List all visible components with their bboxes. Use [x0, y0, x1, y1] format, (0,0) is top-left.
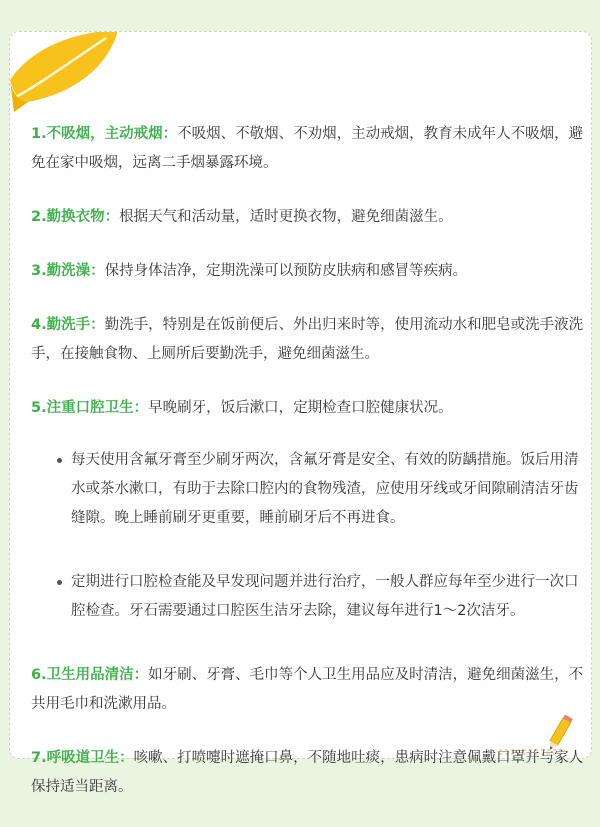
- yellow-leaf-icon: [10, 32, 140, 122]
- list-item: [31, 744, 593, 802]
- item-text: 早晚刷牙，饭后漱口，定期检查口腔健康状况。: [148, 400, 453, 416]
- item-text: 咳嗽、打喷嚏时遮掩口鼻，不随地吐痰，患病时注意佩戴口罩并与家人保持适当距离。: [31, 750, 584, 795]
- item-heading: 7.呼吸道卫生：: [31, 750, 134, 766]
- item-text: 不吸烟、不敬烟、不劝烟，主动戒烟，教育未成年人不吸烟，避免在家中吸烟，远离二手烟暴露环境。: [31, 126, 584, 171]
- bullet-text: 每天使用含氟牙膏至少刷牙两次，含氟牙膏是安全、有效的防龋措施。饭后用清水或茶水漱口，有助于去除口腔内的食物残渣，应使用牙线或牙间隙刷清洁牙齿缝隙。晚上睡前刷牙更重要，睡前刷牙后不再进食。: [71, 452, 579, 526]
- article-body: [31, 120, 593, 827]
- bullet-item: [31, 568, 593, 626]
- item-heading: 2.勤换衣物：: [31, 209, 120, 225]
- bullet-item: [31, 446, 593, 533]
- item-heading: 1.不吸烟，主动戒烟：: [31, 126, 178, 142]
- item-text: 勤洗手，特别是在饭前便后、外出归来时等，使用流动水和肥皂或洗手液洗手，在接触食物、上厕所后要勤洗手，避免细菌滋生。: [31, 317, 584, 362]
- list-item: [31, 120, 593, 178]
- item-heading: 5.注重口腔卫生：: [31, 400, 149, 416]
- item-text: 保持身体洁净，定期洗澡可以预防皮肤病和感冒等疾病。: [104, 263, 468, 279]
- item-heading: 3.勤洗澡：: [31, 263, 105, 279]
- list-item: [31, 203, 593, 232]
- bullet-dot-icon: [57, 458, 62, 463]
- list-item: [31, 311, 593, 369]
- list-item: [31, 394, 593, 423]
- bullet-dot-icon: [57, 580, 62, 585]
- item-heading: 4.勤洗手：: [31, 317, 105, 333]
- item-text: 根据天气和活动量，适时更换衣物，避免细菌滋生。: [119, 209, 453, 225]
- item-heading: 6.卫生用品清洁：: [31, 667, 149, 683]
- list-item: [31, 257, 593, 286]
- item-text: 如牙刷、牙膏、毛巾等个人卫生用品应及时清洁，避免细菌滋生，不共用毛巾和洗漱用品。: [31, 667, 584, 712]
- bullet-list: [31, 446, 593, 626]
- content-card: [9, 31, 592, 795]
- list-item: [31, 661, 593, 719]
- bullet-text: 定期进行口腔检查能及早发现问题并进行治疗，一般人群应每年至少进行一次口腔检查。牙石需要通过口腔医生洁牙去除，建议每年进行1～2次洁牙。: [71, 574, 579, 619]
